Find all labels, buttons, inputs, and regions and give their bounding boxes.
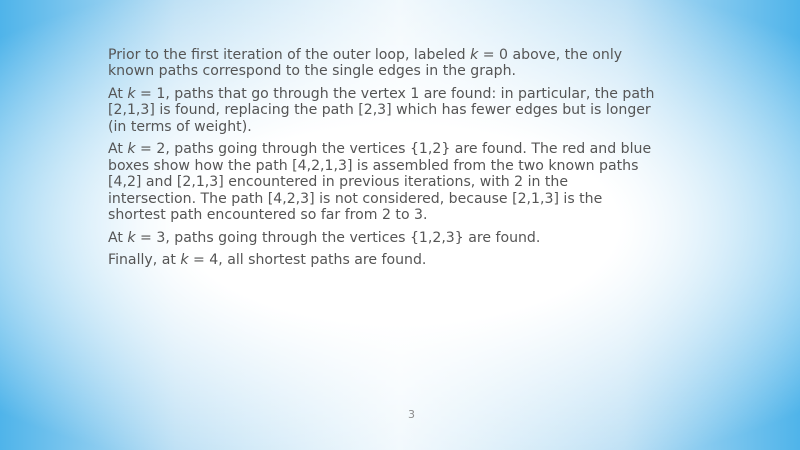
italic-variable: k [127,141,136,158]
text-run: At [108,141,128,158]
text-run: = 4, all shortest paths are found. [188,252,427,269]
text-run: At [108,86,128,102]
text-run: Finally, at [108,252,181,269]
text-run: = 0 above, the only known paths correspond to the single edges in the graph. [108,47,623,80]
paragraph [108,141,656,223]
slide-body-text [108,47,656,275]
paragraph [108,86,656,135]
paragraph [108,252,656,268]
paragraph [108,230,656,246]
italic-variable: k [470,47,479,63]
italic-variable: k [180,252,189,269]
text-run: At [108,229,128,246]
text-run: Prior to the first iteration of the outer loop, labeled [108,47,471,63]
paragraph [108,47,656,80]
italic-variable: k [127,229,136,246]
text-run: = 2, paths going through the vertices {1,2} are found. The red and blue boxes show how the path [4,2,1,3] is assembled from the two known paths [4,2] and [2,1,3] encountered in previous iterations, with 2 in the intersection. The path [4,2,3] is not considered, because [2,1,3] is the shortest path encountered so far from 2 to 3. [108,141,652,224]
text-run: = 3, paths going through the vertices {1,2,3} are found. [135,229,541,246]
italic-variable: k [127,86,136,102]
text-run: = 1, paths that go through the vertex 1 are found: in particular, the path [2,1,3] is found, replacing the path [2,3] which has fewer edges but is longer (in terms of weight). [108,86,655,135]
page-number: 3 [408,408,415,421]
